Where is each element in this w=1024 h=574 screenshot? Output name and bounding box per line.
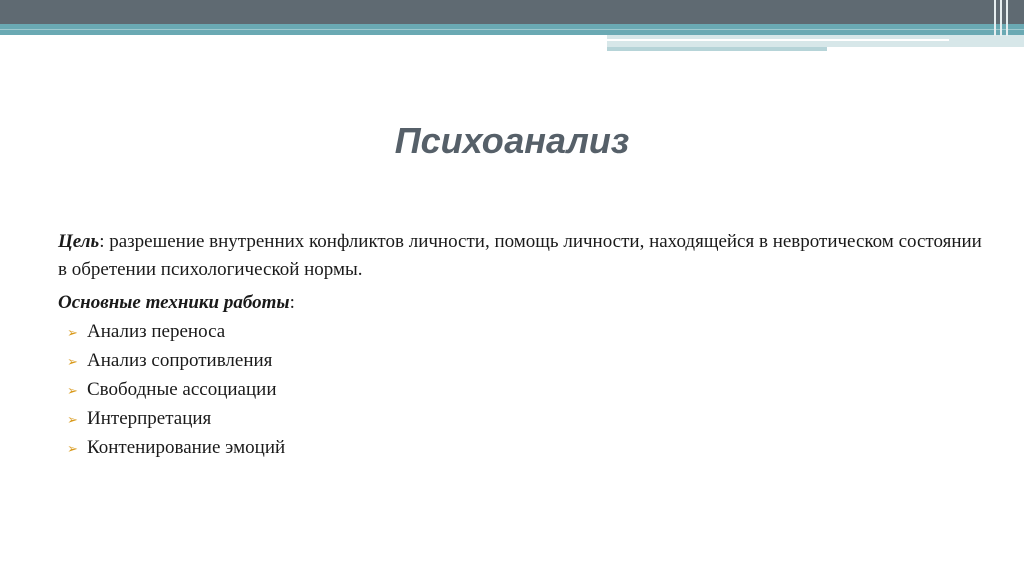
teal-strip-line: [0, 29, 1024, 30]
list-item: [67, 433, 988, 462]
techniques-heading: [58, 289, 988, 317]
slide-title: Психоанализ: [394, 120, 630, 161]
techniques-term: Основные техники работы: [58, 292, 290, 313]
list-item: [67, 317, 988, 346]
corner-line: [1006, 0, 1008, 36]
pale-strip-line: [607, 39, 949, 41]
pale-strip: [607, 35, 1024, 47]
top-bar: [0, 0, 1024, 24]
techniques-list: [58, 317, 988, 462]
corner-line: [994, 0, 996, 36]
list-item: [67, 375, 988, 404]
list-item: [67, 346, 988, 375]
technique-label: Интерпретация: [87, 408, 212, 429]
goal-paragraph: [58, 228, 988, 284]
light-strip: [607, 47, 827, 51]
goal-separator: :: [99, 231, 105, 252]
techniques-separator: :: [289, 292, 295, 313]
goal-term: Цель: [58, 231, 100, 252]
slide-body: [58, 228, 988, 462]
technique-label: Контенирование эмоций: [87, 437, 286, 458]
technique-label: Анализ сопротивления: [87, 350, 273, 371]
goal-text: разрешение внутренних конфликтов личности, помощь личности, находящейся в невротическом состоянии в обретении психологической нормы.: [58, 231, 982, 280]
chevron-right-icon: ➢: [67, 442, 78, 457]
chevron-right-icon: ➢: [67, 413, 78, 428]
technique-label: Свободные ассоциации: [87, 379, 277, 400]
corner-line: [1000, 0, 1002, 36]
chevron-right-icon: ➢: [67, 384, 78, 399]
chevron-right-icon: ➢: [67, 326, 78, 341]
chevron-right-icon: ➢: [67, 355, 78, 370]
technique-label: Анализ переноса: [87, 321, 226, 342]
list-item: [67, 404, 988, 433]
corner-lines: [992, 0, 1024, 36]
